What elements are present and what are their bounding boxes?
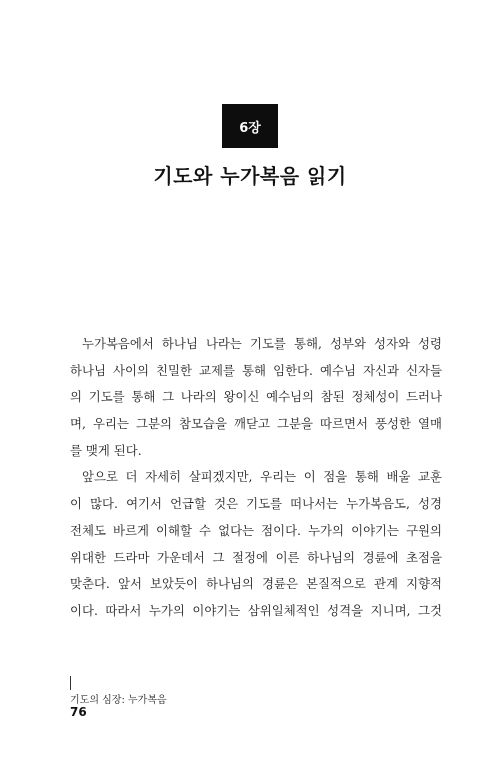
- text-line: 이 많다. 여기서 언급할 것은 기도를 떠나서는 누가복음도, 성경: [70, 496, 442, 512]
- text-line: 위대한 드라마 가운데서 그 절정에 이른 하나님의 경륜에 초점을: [70, 549, 442, 565]
- text-line: 의 기도를 통해 그 나라의 왕이신 예수님의 참된 정체성이 드러나: [70, 389, 442, 405]
- chapter-number-badge: [222, 104, 278, 148]
- text-line: 이다. 따라서 누가의 이야기는 삼위일체적인 성격을 지니며, 그것: [70, 602, 442, 618]
- page-number: 76: [70, 705, 87, 719]
- chapter-number: 6장: [239, 120, 261, 136]
- text-line: 며, 우리는 그분의 참모습을 깨닫고 그분을 따르면서 풍성한 열매: [70, 416, 442, 432]
- body-text: [70, 331, 442, 625]
- text-line: 누가복음에서 하나님 나라는 기도를 통해, 성부와 성자와 성령: [82, 336, 442, 351]
- text-line: 를 맺게 된다.: [70, 442, 142, 458]
- chapter-title: 기도와 누가복음 읽기: [153, 164, 347, 188]
- text-line: 전체도 바르게 이해할 수 없다는 점이다. 누가의 이야기는 구원의: [70, 522, 442, 538]
- text-line: 하나님 사이의 친밀한 교제를 통해 임한다. 예수님 자신과 신자들: [70, 362, 442, 378]
- text-line: 앞으로 더 자세히 살피겠지만, 우리는 이 점을 통해 배울 교훈: [82, 469, 442, 485]
- running-footer-title: 기도의 심장: 누가복음: [70, 695, 167, 706]
- text-line: 맞춘다. 앞서 보았듯이 하나님의 경륜은 본질적으로 관계 지향적: [70, 576, 442, 592]
- footer-divider: [70, 676, 71, 690]
